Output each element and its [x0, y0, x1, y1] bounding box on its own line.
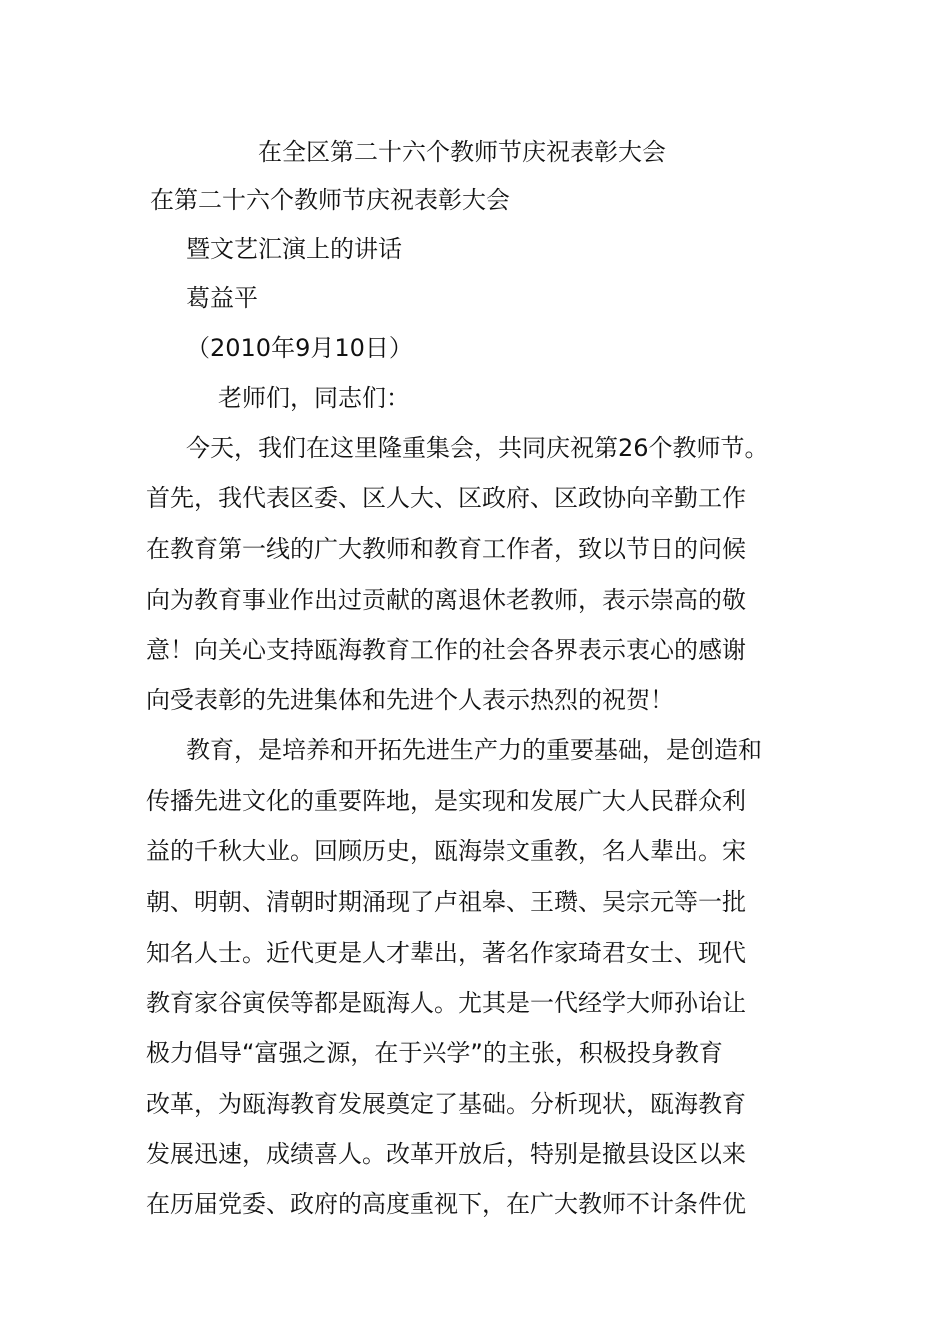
- paragraph-2-line-8: 改革，为瓯海教育发展奠定了基础。分析现状，瓯海教育: [146, 1090, 746, 1118]
- paragraph-2-line-7: 极力倡导“富强之源，在于兴学”的主张，积极投身教育: [146, 1039, 723, 1067]
- paragraph-1-line-6: 向受表彰的先进集体和先进个人表示热烈的祝贺！: [146, 686, 674, 714]
- paragraph-2-line-5: 知名人士。近代更是人才辈出，著名作家琦君女士、现代: [146, 939, 746, 967]
- paragraph-2-line-10: 在历届党委、政府的高度重视下，在广大教师不计条件优: [146, 1190, 746, 1218]
- paragraph-2-line-3: 益的千秋大业。回顾历史，瓯海崇文重教，名人辈出。宋: [146, 837, 746, 865]
- subtitle-line-2: 暨文艺汇演上的讲话: [186, 235, 402, 263]
- paragraph-2-line-4: 朝、明朝、清朝时期涌现了卢祖皋、王瓒、吴宗元等一批: [146, 888, 746, 916]
- subtitle-line-1: 在第二十六个教师节庆祝表彰大会: [150, 186, 510, 214]
- author-name: 葛益平: [186, 284, 258, 312]
- salutation: 老师们，同志们：: [218, 384, 410, 412]
- paragraph-2-line-2: 传播先进文化的重要阵地，是实现和发展广大人民群众利: [146, 787, 746, 815]
- paragraph-1-line-2: 首先，我代表区委、区人大、区政府、区政协向辛勤工作: [146, 484, 746, 512]
- paragraph-2-line-9: 发展迅速，成绩喜人。改革开放后，特别是撤县设区以来: [146, 1140, 746, 1168]
- paragraph-1-line-1: 今天，我们在这里隆重集会，共同庆祝第26个教师节。: [186, 434, 769, 462]
- main-title: 在全区第二十六个教师节庆祝表彰大会: [258, 138, 666, 166]
- paragraph-2-line-6: 教育家谷寅侯等都是瓯海人。尤其是一代经学大师孙诒让: [146, 989, 746, 1017]
- paragraph-1-line-3: 在教育第一线的广大教师和教育工作者，致以节日的问候: [146, 535, 746, 563]
- speech-date: （2010年9月10日）: [186, 334, 413, 362]
- paragraph-1-line-5: 意！向关心支持瓯海教育工作的社会各界表示衷心的感谢: [146, 636, 746, 664]
- paragraph-2-line-1: 教育，是培养和开拓先进生产力的重要基础，是创造和: [186, 736, 762, 764]
- paragraph-1-line-4: 向为教育事业作出过贡献的离退休老教师，表示崇高的敬: [146, 586, 746, 614]
